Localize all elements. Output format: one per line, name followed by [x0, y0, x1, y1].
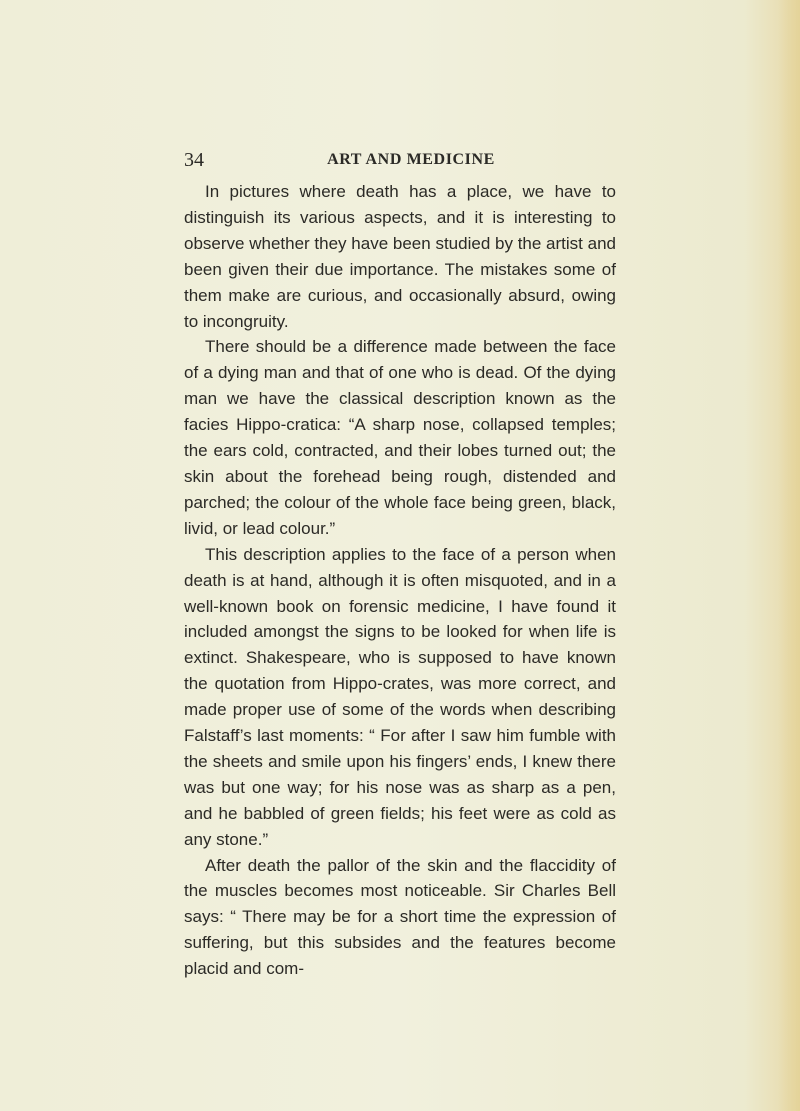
paragraph: There should be a difference made between the face of a dying man and that of one who is dead. Of the dying man we have the classical description known as the facies Hippo-cratica: “A sharp nose, collapsed temples; the ears cold, contracted, and their lobes turned out; the skin about the forehead being rough, distended and parched; the colour of the whole face being green, black, livid, or lead colour.”	[184, 337, 616, 538]
page-header	[184, 148, 616, 172]
page-number: 34	[184, 149, 204, 171]
running-title: ART AND MEDICINE	[327, 151, 495, 168]
body-text	[184, 179, 616, 982]
paragraph: This description applies to the face of a person when death is at hand, although it is often misquoted, and in a well-known book on forensic medicine, I have found it included amongst the signs to be looked for when life is extinct. Shakespeare, who is supposed to have known the quotation from Hippo-crates, was more correct, and made proper use of some of the words when describing Falstaff’s last moments: “ For after I saw him fumble with the sheets and smile upon his fingers’ ends, I knew there was but one way; for his nose was as sharp as a pen, and he babbled of green fields; his feet were as cold as any stone.”	[184, 544, 616, 849]
paragraph: After death the pallor of the skin and the flaccidity of the muscles becomes most noticeable. Sir Charles Bell says: “ There may be for a short time the expression of suffering, but this subsides and the features become placid and com-	[184, 855, 616, 979]
page-edge-stain	[778, 0, 800, 1111]
paragraph: In pictures where death has a place, we have to distinguish its various aspects, and it is interesting to observe whether they have been studied by the artist and been given their due importance. The mistakes some of them make are curious, and occasionally absurd, owing to incongruity.	[184, 182, 616, 331]
